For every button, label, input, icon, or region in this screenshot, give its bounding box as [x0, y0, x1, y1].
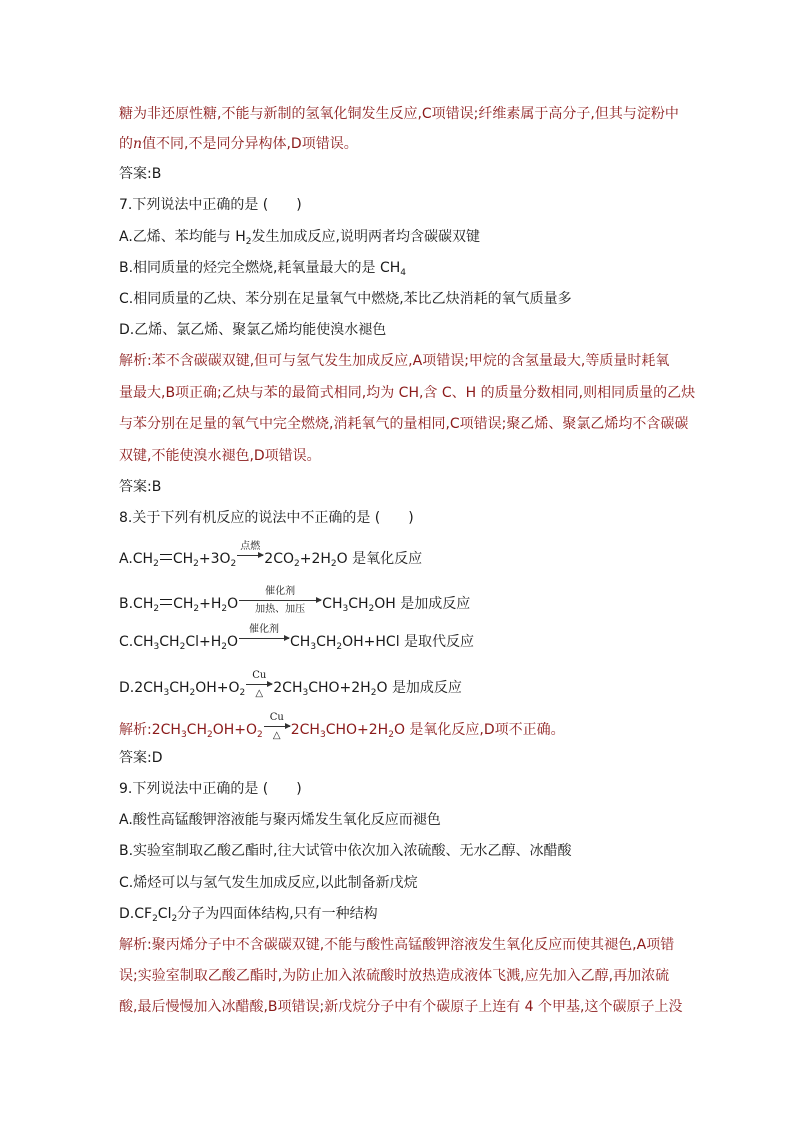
- reaction-arrow-ignite: 点燃: [237, 555, 263, 563]
- question-7-option-a: A.乙烯、苯均能与 $H_2$发生加成反应,说明两者均含碳碳双键: [119, 229, 480, 247]
- question-8-option-b: $B.CH_2$ $CH_2+H_2O$ 催化剂 加热、加压 $CH_3CH_2OH$ 是加成反应: [119, 586, 471, 615]
- reaction-arrow-catalyst: 催化剂: [239, 638, 289, 646]
- question-9-option-d: $D.CF_2Cl_2$分子为四面体结构,只有一种结构: [119, 906, 378, 924]
- question-7-option-c: C.相同质量的乙炔、苯分别在足量氧气中燃烧,苯比乙炔消耗的氧气质量多: [119, 291, 572, 307]
- question-7-option-b: B.相同质量的烃完全燃烧,耗氧量最大的是 $CH_4$: [119, 260, 406, 278]
- explanation-7-line-4: 双键,不能使溴水褪色,D项错误。: [119, 448, 321, 464]
- explanation-6-line-1: 糖为非还原性糖,不能与新制的氢氧化铜发生反应,C项错误;纤维素属于高分子,但其与淀粉中: [119, 106, 679, 122]
- explanation-7-line-1: 解析:苯不含碳碳双键,但可与氢气发生加成反应,A项错误;甲烷的含氢量最大,等质量时耗氧: [119, 353, 670, 369]
- explanation-9-line-3: 酸,最后慢慢加入冰醋酸,B项错误;新戊烷分子中有个碳原子上连有 4 个甲基,这个碳原子上没: [119, 999, 683, 1015]
- answer-8: 答案:D: [119, 750, 163, 766]
- question-8-option-c: $C.CH_3CH_2Cl+H_2O$ 催化剂 $CH_3CH_2OH+HCl$ 是取代反应: [119, 624, 475, 652]
- explanation-9-line-2: 误;实验室制取乙酸乙酯时,为防止加入浓硫酸时放热造成液体飞溅,应先加入乙醇,再加浓硫: [119, 968, 670, 984]
- answer-6: 答案:B: [119, 166, 162, 182]
- explanation-7-line-3: 与苯分别在足量的氧气中完全燃烧,消耗氧气的量相同,C项错误;聚乙烯、聚氯乙烯均不含碳碳: [119, 416, 689, 432]
- question-9: 9.下列说法中正确的是 ( ): [119, 781, 302, 797]
- question-8-option-d: $D.2CH_3CH_2OH+O_2$ Cu △ $2CH_3CHO+2H_2O$ 是加成反应: [119, 670, 462, 699]
- explanation-6-line-2: 的n值不同,不是同分异构体,D项错误。: [119, 136, 358, 152]
- question-7: 7.下列说法中正确的是 ( ): [119, 197, 302, 213]
- answer-7: 答案:B: [119, 479, 162, 495]
- explanation-8: 解析$:2CH_3CH_2OH+O_2$ Cu △ $2CH_3CHO+2H_2O$ 是氧化反应,D项不正确。: [119, 712, 565, 741]
- question-7-option-d: D.乙烯、氯乙烯、聚氯乙烯均能使溴水褪色: [119, 322, 387, 338]
- double-bond-icon: [160, 599, 172, 605]
- explanation-9-line-1: 解析:聚丙烯分子中不含碳碳双键,不能与酸性高锰酸钾溶液发生氧化反应而使其褪色,A项错: [119, 937, 675, 953]
- question-9-option-c: C.烯烃可以与氢气发生加成反应,以此制备新戊烷: [119, 875, 418, 891]
- question-8: 8.关于下列有机反应的说法中不正确的是 ( ): [119, 510, 414, 526]
- question-9-option-a: A.酸性高锰酸钾溶液能与聚丙烯发生氧化反应而褪色: [119, 812, 441, 828]
- reaction-arrow-cu-heat: Cu △: [246, 684, 272, 692]
- question-8-option-a: $A.CH_2$ $CH_2+3O_2$ 点燃 $2CO_2+2H_2O$ 是氧化反应: [119, 541, 423, 569]
- question-9-option-b: B.实验室制取乙酸乙酯时,往大试管中依次加入浓硫酸、无水乙醇、冰醋酸: [119, 843, 572, 859]
- explanation-7-line-2: 量最大,B项正确;乙炔与苯的最简式相同,均为 CH,含 C、H 的质量分数相同,则相同质量的乙炔: [119, 385, 696, 401]
- double-bond-icon: [160, 554, 172, 560]
- reaction-arrow-cu-heat: Cu △: [264, 726, 290, 734]
- reaction-arrow-catalyst-heat: 催化剂 加热、加压: [239, 600, 321, 608]
